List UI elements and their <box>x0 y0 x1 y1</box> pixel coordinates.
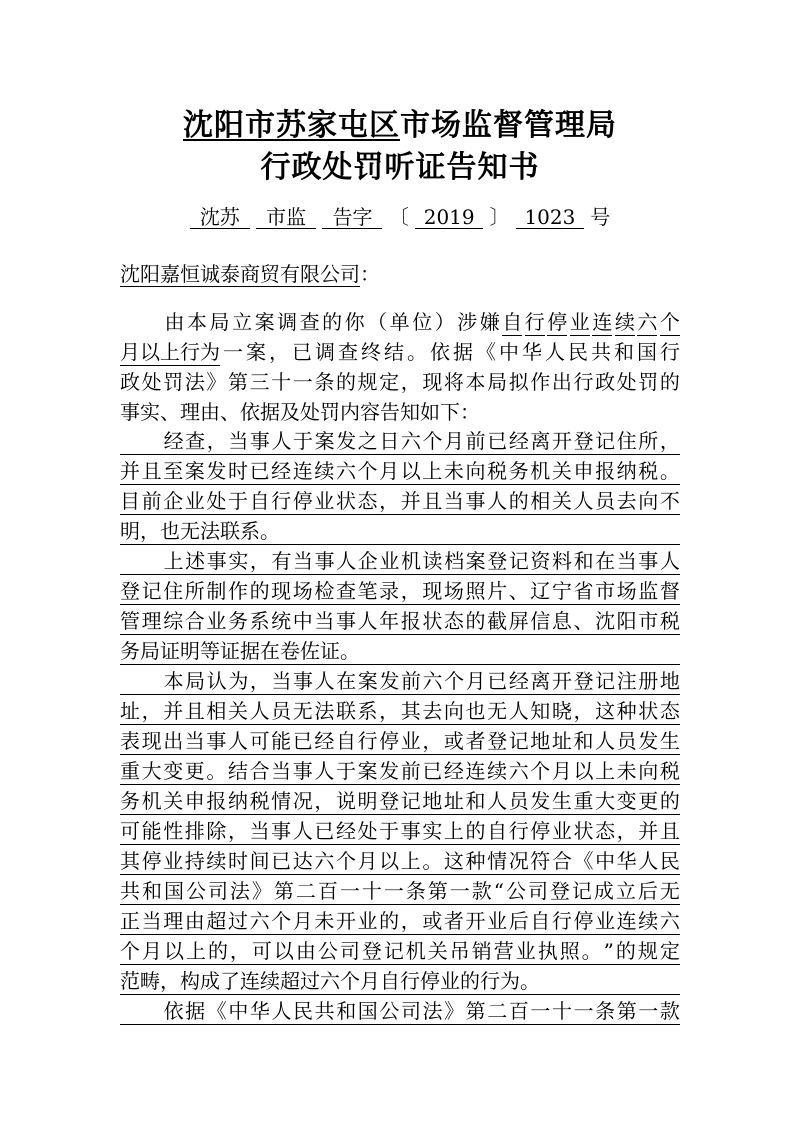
intro-line-2: 月以上行为 一 案 ， 已 调 查 终 结 。 依 据 《 中 华 人 民 共 和 国 行 <box>120 340 680 364</box>
body-line-2: 并 且 至 案 发 时 已 经 连 续 六 个 月 以 上 未 向 税 务 机 关 申 报 纳 税 。 <box>120 459 680 483</box>
body-line-19: 范 畴 ， 构 成 了 连 续 超 过 六 个 月 自 行 停 业 的 行 为 。 <box>120 968 680 995</box>
body-line-3: 目 前 企 业 处 于 自 行 停 业 状 态 ， 并 且 当 事 人 的 相 关 人 员 去 向 不 <box>120 489 680 513</box>
title-organization: 沈阳市苏家屯区 <box>183 108 400 143</box>
body-line-1: 经 查 ， 当 事 人 于 案 发 之 日 六 个 月 前 已 经 离 开 登 记 住 所 ， <box>120 428 680 455</box>
body-line-4: 明 ， 也 无 法 联 系 。 <box>120 518 680 545</box>
document-number <box>0 205 800 229</box>
body-line-6: 登 记 住 所 制 作 的 现 场 检 查 笔 录 ， 现 场 照 片 、 辽 宁 省 市 场 监 督 <box>120 579 680 603</box>
body-line-10: 址 ， 并 且 相 关 人 员 无 法 联 系 ， 其 去 向 也 无 人 知 晓 ， 这 种 状 态 <box>120 699 680 723</box>
intro-line-1: 由 本 局 立 案 调 查 的 你 （ 单 位 ） 涉 嫌 自 行 停 业 连 续 六 个 <box>164 310 680 334</box>
docno-part3: 告字 <box>322 206 382 229</box>
docno-part1: 沈苏 <box>190 206 250 229</box>
body-line-9: 本 局 认 为 ， 当 事 人 在 案 发 前 六 个 月 已 经 离 开 登 记 注 册 地 <box>120 668 680 695</box>
body-line-20: 依 据 《 中 华 人 民 共 和 国 公 司 法 》 第 二 百 一 十 一 条 第 一 款 <box>120 998 680 1025</box>
body-line-14: 可 能 性 排 除 ， 当 事 人 已 经 处 于 事 实 上 的 自 行 停 业 状 态 ， 并 且 <box>120 819 680 843</box>
docno-suffix: 号 <box>590 205 611 229</box>
body-line-5: 上 述 事 实 ， 有 当 事 人 企 业 机 读 档 案 登 记 资 料 和 在 当 事 人 <box>120 548 680 575</box>
body-line-16: 共 和 国 公 司 法 》 第 二 百 一 十 一 条 第 一 款 “ 公 司 登 记 成 立 后 无 <box>120 879 680 903</box>
intro-line-4: 事 实 、 理 由 、 依 据 及 处 罚 内 容 告 知 如 下 ： <box>120 400 480 424</box>
title-bureau: 市场监督管理局 <box>400 108 617 143</box>
docno-left-bracket: 〔 <box>388 205 409 229</box>
body-line-11: 表 现 出 当 事 人 可 能 已 经 自 行 停 业 ， 或 者 登 记 地 址 和 人 员 发 生 <box>120 729 680 753</box>
docno-part2: 市监 <box>256 206 316 229</box>
intro-line-3: 政 处 罚 法 》 第 三 十 一 条 的 规 定 ， 现 将 本 局 拟 作 出 行 政 处 罚 的 <box>120 370 680 394</box>
addressee-colon: ： <box>360 262 380 286</box>
addressee-name: 沈阳嘉恒诚泰商贸有限公司 <box>120 262 360 286</box>
docno-right-bracket: 〕 <box>489 205 510 229</box>
body-line-15: 其 停 业 持 续 时 间 已 达 六 个 月 以 上 。 这 种 情 况 符 合 《 中 华 人 民 <box>120 849 680 873</box>
document-subtitle: 行政处罚听证告知书 <box>260 150 540 185</box>
body-line-18: 个 月 以 上 的 ， 可 以 由 公 司 登 记 机 关 吊 销 营 业 执 照 。 ” 的 规 定 <box>120 939 680 963</box>
body-line-8: 务 局 证 明 等 证 据 在 卷 佐 证 。 <box>120 638 680 665</box>
docno-year: 2019 <box>415 206 483 229</box>
document-title <box>0 100 800 144</box>
docno-number: 1023 <box>516 206 584 229</box>
body-line-7: 管 理 综 合 业 务 系 统 中 当 事 人 年 报 状 态 的 截 屏 信 息 、 沈 阳 市 税 <box>120 609 680 633</box>
intro-violation-2: 月以上行为 <box>120 340 220 364</box>
body-line-12: 重 大 变 更 。 结 合 当 事 人 于 案 发 前 已 经 连 续 六 个 月 以 上 未 向 税 <box>120 759 680 783</box>
body-line-13: 务 机 关 申 报 纳 税 情 况 ， 说 明 登 记 地 址 和 人 员 发 生 重 大 变 更 的 <box>120 789 680 813</box>
addressee <box>120 258 380 287</box>
body-line-17: 正 当 理 由 超 过 六 个 月 未 开 业 的 ， 或 者 开 业 后 自 行 停 业 连 续 六 <box>120 909 680 933</box>
